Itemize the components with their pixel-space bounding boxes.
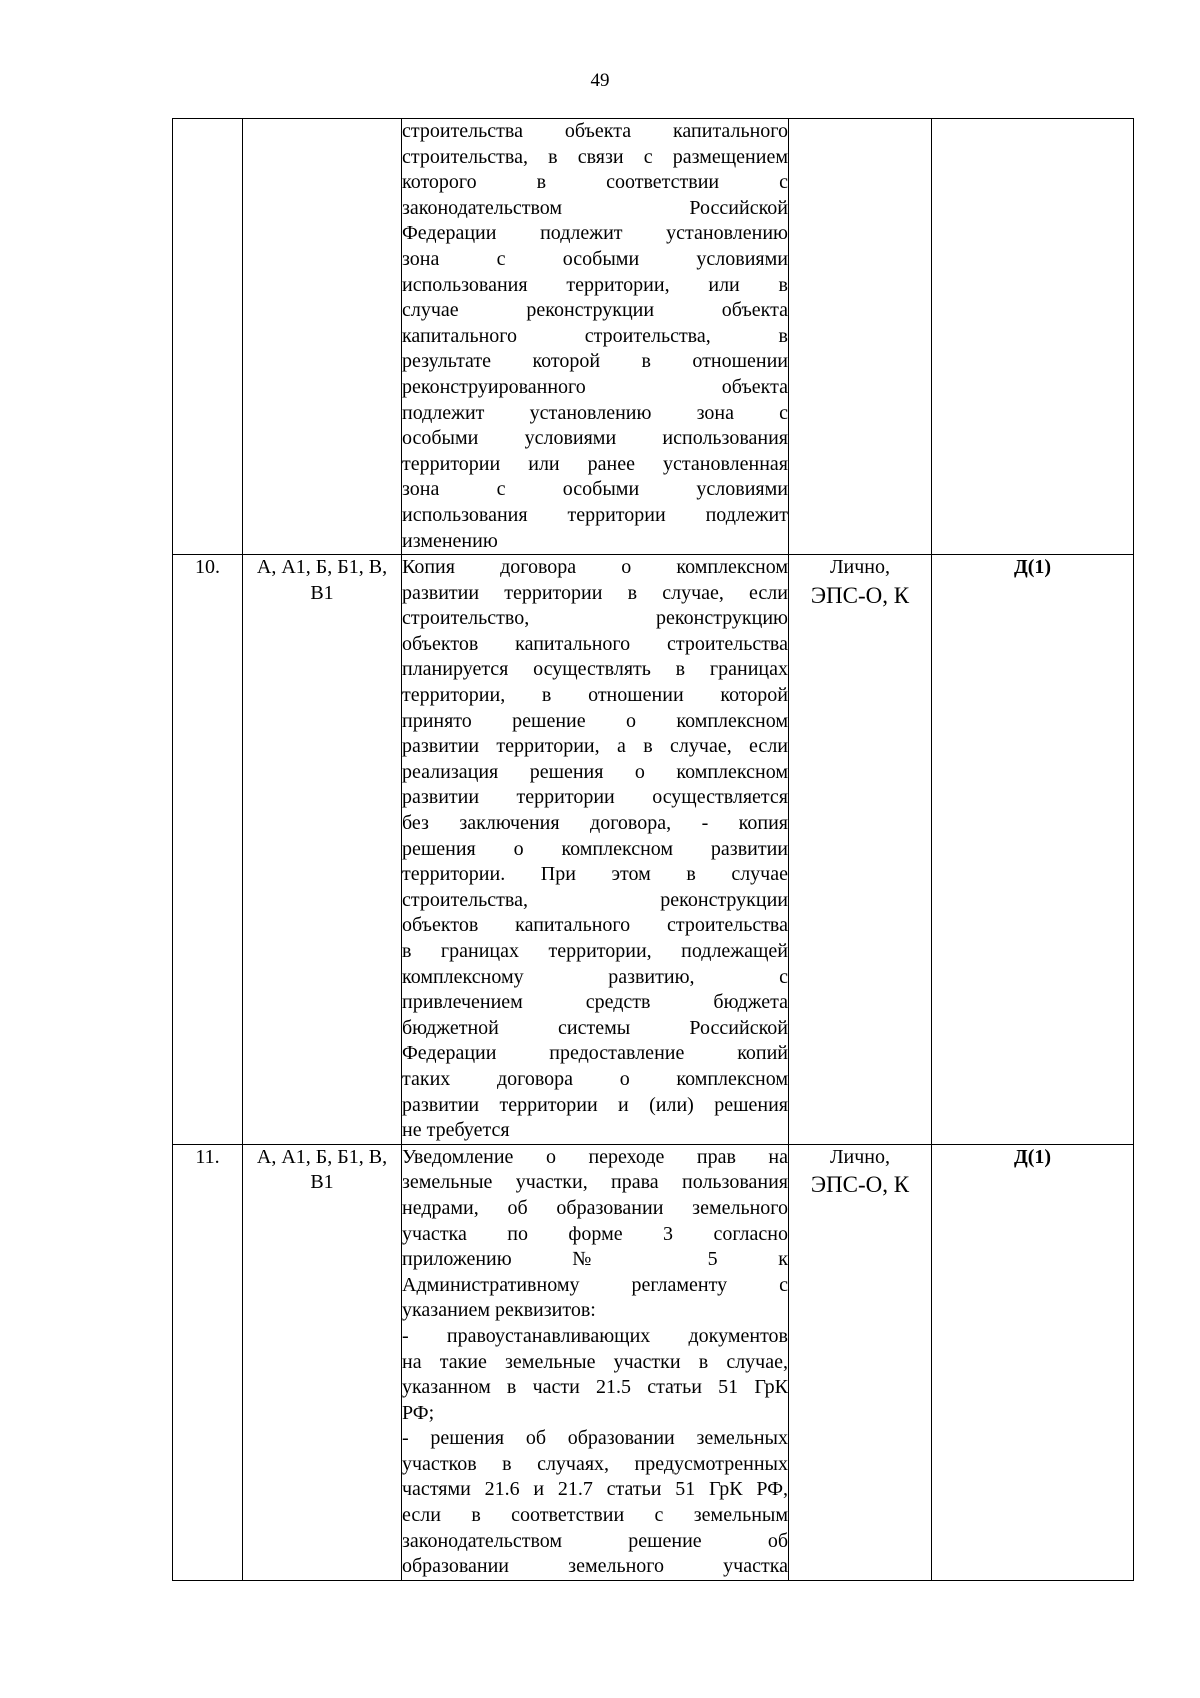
description-line: использования территории подлежит [402, 503, 788, 526]
applicant-category-cell: А, А1, Б, Б1, В, В1 [243, 555, 402, 1145]
description-line: подлежит установлению зона с [402, 401, 788, 424]
description-line: таких договора о комплексном [402, 1067, 788, 1090]
description-line: зона с особыми условиями [402, 478, 788, 501]
document-description-cell [402, 119, 789, 555]
description-line: решения о комплексном развитии [402, 837, 788, 860]
description-line: развитии территории и (или) решения [402, 1093, 788, 1116]
description-line: планируется осуществлять в границах [402, 658, 788, 681]
description-line: которого в соответствии с [402, 171, 788, 194]
description-line: не требуется [402, 1119, 510, 1142]
description-line: указанном в части 21.5 статьи 51 ГрК [402, 1376, 788, 1399]
description-line: строительство, реконструкцию [402, 607, 788, 630]
document-description-cell [402, 1144, 789, 1580]
description-line: строительства, реконструкции [402, 888, 788, 911]
description-line: реализация решения о комплексном [402, 760, 788, 783]
description-line: приложению № 5 к [402, 1248, 788, 1271]
description-line: объектов капитального строительства [402, 632, 788, 655]
description-line: указанием реквизитов: [402, 1299, 596, 1322]
description-line: - правоустанавливающих документов [402, 1324, 788, 1347]
description-line: без заключения договора, - копия [402, 812, 788, 835]
description-line: Административному регламенту с [402, 1273, 788, 1296]
row-number-cell [173, 119, 243, 555]
description-line: образовании земельного участка [402, 1555, 788, 1578]
description-line: в границах территории, подлежащей [402, 940, 788, 962]
requirement-code-cell: Д(1) [932, 1144, 1134, 1580]
description-line: особыми условиями использования [402, 427, 788, 450]
description-line: территории или ранее установленная [402, 452, 788, 475]
requirement-code-cell [932, 119, 1134, 555]
submission-method-cell [789, 119, 932, 555]
table-row [173, 119, 1134, 555]
description-line: участков в случаях, предусмотренных [402, 1452, 788, 1475]
description-line: если в соответствии с земельным [402, 1504, 788, 1527]
description-line: случае реконструкции объекта [402, 299, 788, 322]
documents-table [172, 118, 1134, 1581]
description-line: реконструированного объекта [402, 375, 788, 398]
description-line: территории. При этом в случае [402, 863, 788, 886]
description-line: РФ; [402, 1401, 435, 1424]
submission-method-cell [789, 1144, 932, 1580]
description-line: законодательством решение об [402, 1529, 788, 1552]
description-line: зона с особыми условиями [402, 247, 788, 270]
description-line: привлечением средств бюджета [402, 991, 788, 1014]
description-line: территории, в отношении которой [402, 684, 788, 707]
description-line: результате которой в отношении [402, 350, 788, 373]
description-line: использования территории, или в [402, 273, 788, 296]
description-line: Уведомление о переходе прав на [402, 1145, 788, 1168]
description-line: законодательством Российской [402, 196, 788, 219]
submission-method-cell [789, 555, 932, 1145]
document-description-cell [402, 555, 789, 1145]
description-line: изменению [402, 529, 498, 552]
description-line: бюджетной системы Российской [402, 1016, 788, 1039]
description-line: Федерации подлежит установлению [402, 222, 788, 245]
applicant-category-cell [243, 119, 402, 555]
submission-method-line-2: ЭПС-О, К [810, 582, 910, 608]
description-line: участка по форме 3 согласно [402, 1222, 788, 1245]
submission-method-line-2: ЭПС-О, К [810, 1172, 910, 1198]
applicant-category-cell: А, А1, Б, Б1, В, В1 [243, 1144, 402, 1580]
description-line: развитии территории осуществляется [402, 786, 788, 809]
description-line: строительства, в связи с размещением [402, 145, 788, 168]
description-line: частями 21.6 и 21.7 статьи 51 ГрК РФ, [402, 1478, 788, 1501]
description-line: развитии территории, а в случае, если [402, 735, 788, 758]
requirement-code-cell: Д(1) [932, 555, 1134, 1145]
description-line: Федерации предоставление копий [402, 1042, 788, 1065]
description-line: земельные участки, права пользования [402, 1171, 788, 1194]
row-number-cell: 11. [173, 1144, 243, 1580]
description-line: Копия договора о комплексном [402, 556, 788, 579]
submission-method-line-1: Лично, [829, 1145, 891, 1168]
description-line: развитии территории в случае, если [402, 581, 788, 604]
submission-method-line-1: Лично, [829, 556, 891, 579]
table-row [173, 1144, 1134, 1580]
description-line: недрами, об образовании земельного [402, 1196, 788, 1219]
description-line: комплексному развитию, с [402, 965, 788, 988]
description-line: принято решение о комплексном [402, 709, 788, 732]
description-line: строительства объекта капитального [402, 120, 788, 142]
description-line: - решения об образовании земельных [402, 1427, 788, 1450]
description-line: объектов капитального строительства [402, 914, 788, 937]
row-number-cell: 10. [173, 555, 243, 1145]
description-line: на такие земельные участки в случае, [402, 1350, 788, 1373]
table-row [173, 555, 1134, 1145]
description-line: капитального строительства, в [402, 324, 788, 347]
page-number: 49 [590, 70, 610, 91]
